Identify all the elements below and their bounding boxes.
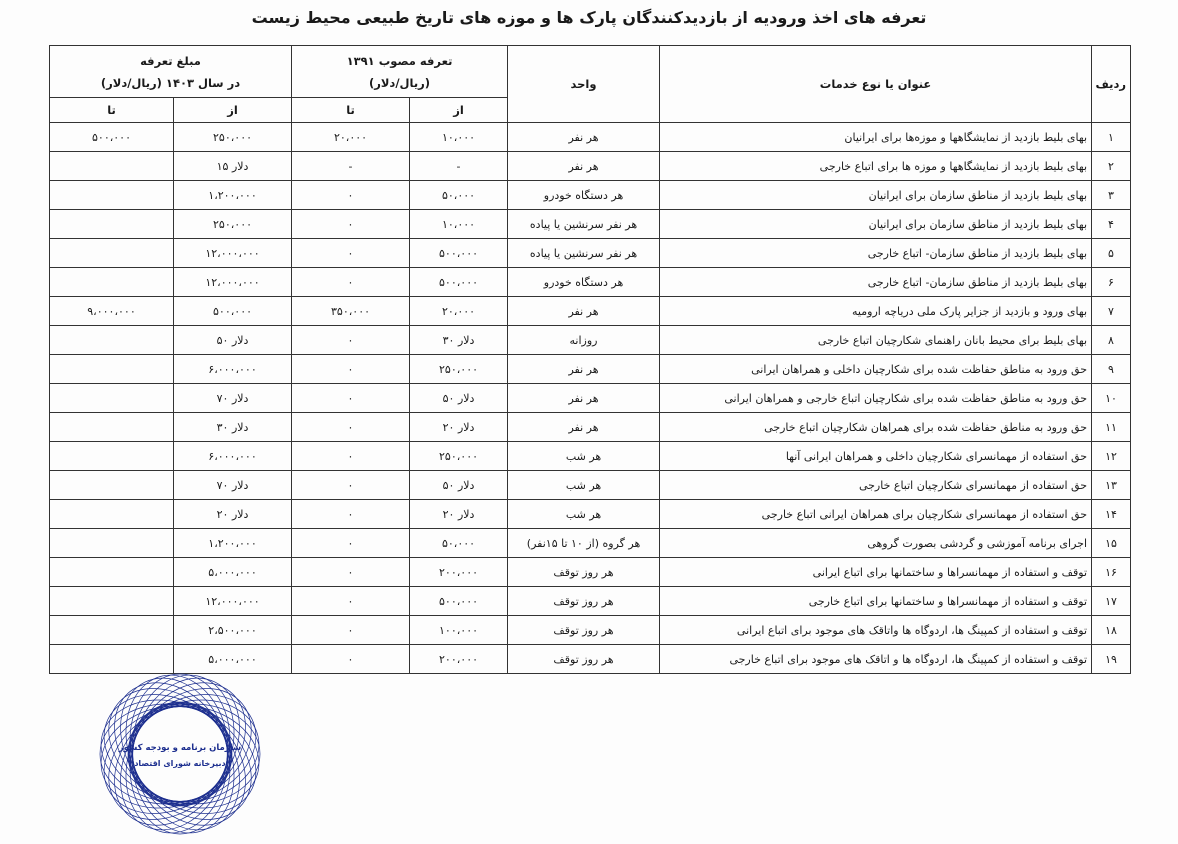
header-from-1403: از — [174, 98, 292, 123]
to-1391-cell: ۰ — [292, 268, 410, 297]
table-row — [50, 152, 1131, 181]
unit-cell: هر شب — [508, 500, 660, 529]
service-title: توقف و استفاده از مهمانسراها و ساختمانها برای اتباع خارجی — [660, 587, 1092, 616]
from-1391-cell: ۲۵۰،۰۰۰ — [410, 442, 508, 471]
unit-cell: هر نفر — [508, 123, 660, 152]
table-row — [50, 268, 1131, 297]
row-number: ۱۶ — [1092, 558, 1131, 587]
row-number: ۱۲ — [1092, 442, 1131, 471]
unit-cell: هر روز توقف — [508, 587, 660, 616]
header-amount-1403 — [50, 46, 292, 98]
service-title: حق استفاده از مهمانسرای شکارچیان داخلی و همراهان ایرانی آنها — [660, 442, 1092, 471]
unit-cell: هر نفر — [508, 355, 660, 384]
to-1403-cell — [50, 587, 174, 616]
table-row — [50, 413, 1131, 442]
seal-text-secretariat: دبیرخانه شورای اقتصاد — [134, 759, 226, 768]
from-1403-cell: ۷۰ دلار — [174, 384, 292, 413]
to-1391-cell: ۰ — [292, 210, 410, 239]
seal-center — [140, 714, 220, 794]
from-1391-cell: ۲۰ دلار — [410, 500, 508, 529]
row-number: ۱۷ — [1092, 587, 1131, 616]
from-1403-cell: ۵،۰۰۰،۰۰۰ — [174, 558, 292, 587]
row-number: ۱ — [1092, 123, 1131, 152]
from-1391-cell: ۱۰،۰۰۰ — [410, 123, 508, 152]
from-1403-cell: ۶،۰۰۰،۰۰۰ — [174, 355, 292, 384]
from-1403-cell: ۲۰ دلار — [174, 500, 292, 529]
from-1391-cell: ۲۰۰،۰۰۰ — [410, 558, 508, 587]
service-title: بهای بلیط برای محیط بانان راهنمای شکارچیان اتباع خارجی — [660, 326, 1092, 355]
row-number: ۱۹ — [1092, 645, 1131, 674]
to-1403-cell — [50, 181, 174, 210]
header-to-1391: تا — [292, 98, 410, 123]
service-title: حق استفاده از مهمانسرای شکارچیان برای همراهان ایرانی اتباع خارجی — [660, 500, 1092, 529]
service-title: حق ورود به مناطق حفاظت شده برای شکارچیان داخلی و همراهان ایرانی — [660, 355, 1092, 384]
to-1391-cell: ۰ — [292, 471, 410, 500]
table-row — [50, 123, 1131, 152]
from-1403-cell: ۲۵۰،۰۰۰ — [174, 123, 292, 152]
from-1391-cell: ۲۰،۰۰۰ — [410, 297, 508, 326]
service-title: بهای ورود و بازدید از جزایر پارک ملی دریاچه ارومیه — [660, 297, 1092, 326]
service-title: بهای بلیط بازدید از مناطق سازمان برای ایرانیان — [660, 181, 1092, 210]
from-1403-cell: ۷۰ دلار — [174, 471, 292, 500]
from-1403-cell: ۱،۲۰۰،۰۰۰ — [174, 181, 292, 210]
to-1403-cell — [50, 152, 174, 181]
unit-cell: هر نفر سرنشین یا پیاده — [508, 210, 660, 239]
header-approved-1391-unit: (ریال/دلار) — [368, 75, 431, 90]
fees-table — [49, 45, 1131, 674]
from-1391-cell: - — [410, 152, 508, 181]
to-1403-cell — [50, 239, 174, 268]
row-number: ۱۳ — [1092, 471, 1131, 500]
row-number: ۱۰ — [1092, 384, 1131, 413]
to-1391-cell: ۰ — [292, 384, 410, 413]
page-title: تعرفه های اخذ ورودیه از بازدیدکنندگان پارک ها و موزه های تاریخ طبیعی محیط زیست — [251, 8, 927, 27]
to-1403-cell — [50, 471, 174, 500]
from-1403-cell: ۱،۲۰۰،۰۰۰ — [174, 529, 292, 558]
table-header-row — [50, 46, 1131, 98]
to-1391-cell: ۰ — [292, 645, 410, 674]
table-row — [50, 210, 1131, 239]
to-1391-cell: ۰ — [292, 587, 410, 616]
service-title: توقف و استفاده از کمپینگ ها، اردوگاه ها واتاقک های موجود برای اتباع ایرانی — [660, 616, 1092, 645]
unit-cell: هر نفر — [508, 297, 660, 326]
to-1403-cell — [50, 210, 174, 239]
unit-cell: هر دستگاه خودرو — [508, 181, 660, 210]
table-row — [50, 181, 1131, 210]
from-1391-cell: ۱۰۰،۰۰۰ — [410, 616, 508, 645]
from-1403-cell: ۲،۵۰۰،۰۰۰ — [174, 616, 292, 645]
table-row — [50, 355, 1131, 384]
from-1403-cell: ۶،۰۰۰،۰۰۰ — [174, 442, 292, 471]
row-number: ۱۱ — [1092, 413, 1131, 442]
header-approved-1391 — [292, 46, 508, 98]
to-1403-cell — [50, 616, 174, 645]
from-1403-cell: ۱۵ دلار — [174, 152, 292, 181]
row-number: ۷ — [1092, 297, 1131, 326]
table-row — [50, 239, 1131, 268]
service-title: بهای بلیط بازدید از مناطق سازمان- اتباع خارجی — [660, 268, 1092, 297]
service-title: بهای بلیط بازدید از نمایشگاهها و موزه‌ها برای ایرانیان — [660, 123, 1092, 152]
service-title: حق استفاده از مهمانسرای شکارچیان اتباع خارجی — [660, 471, 1092, 500]
service-title: حق ورود به مناطق حفاظت شده برای شکارچیان اتباع خارجی و همراهان ایرانی — [660, 384, 1092, 413]
row-number: ۱۸ — [1092, 616, 1131, 645]
from-1403-cell: ۵۰ دلار — [174, 326, 292, 355]
service-title: اجرای برنامه آموزشی و گردشی بصورت گروهی — [660, 529, 1092, 558]
table-row — [50, 326, 1131, 355]
unit-cell: هر روز توقف — [508, 645, 660, 674]
row-number: ۱۴ — [1092, 500, 1131, 529]
unit-cell: هر شب — [508, 471, 660, 500]
to-1391-cell: ۰ — [292, 442, 410, 471]
to-1403-cell: ۹،۰۰۰،۰۰۰ — [50, 297, 174, 326]
table-row — [50, 442, 1131, 471]
row-number: ۳ — [1092, 181, 1131, 210]
table-row — [50, 587, 1131, 616]
from-1391-cell: ۲۰ دلار — [410, 413, 508, 442]
to-1391-cell: ۳۵۰،۰۰۰ — [292, 297, 410, 326]
to-1403-cell — [50, 529, 174, 558]
from-1391-cell: ۵۰۰،۰۰۰ — [410, 587, 508, 616]
seal-text-organization: سازمان برنامه و بودجه کشور — [118, 743, 242, 753]
from-1403-cell: ۱۲،۰۰۰،۰۰۰ — [174, 268, 292, 297]
from-1391-cell: ۵۰،۰۰۰ — [410, 181, 508, 210]
header-amount-1403-title: مبلغ تعرفه — [140, 53, 201, 68]
header-from-1391: از — [410, 98, 508, 123]
unit-cell: هر نفر — [508, 152, 660, 181]
from-1391-cell: ۵۰۰،۰۰۰ — [410, 239, 508, 268]
unit-cell: هر نفر — [508, 384, 660, 413]
table-row — [50, 529, 1131, 558]
to-1403-cell — [50, 442, 174, 471]
unit-cell: هر نفر سرنشین یا پیاده — [508, 239, 660, 268]
to-1403-cell — [50, 413, 174, 442]
unit-cell: روزانه — [508, 326, 660, 355]
to-1391-cell: ۰ — [292, 326, 410, 355]
to-1391-cell: ۰ — [292, 239, 410, 268]
from-1391-cell: ۱۰،۰۰۰ — [410, 210, 508, 239]
from-1403-cell: ۵،۰۰۰،۰۰۰ — [174, 645, 292, 674]
unit-cell: هر دستگاه خودرو — [508, 268, 660, 297]
from-1391-cell: ۲۵۰،۰۰۰ — [410, 355, 508, 384]
header-row-no: ردیف — [1092, 46, 1131, 123]
to-1403-cell — [50, 326, 174, 355]
header-service: عنوان یا نوع خدمات — [660, 46, 1092, 123]
table-row — [50, 297, 1131, 326]
from-1403-cell: ۲۵۰،۰۰۰ — [174, 210, 292, 239]
to-1403-cell — [50, 268, 174, 297]
from-1391-cell: ۲۰۰،۰۰۰ — [410, 645, 508, 674]
to-1403-cell — [50, 558, 174, 587]
unit-cell: هر روز توقف — [508, 616, 660, 645]
table-row — [50, 500, 1131, 529]
service-title: بهای بلیط بازدید از نمایشگاهها و موزه ها برای اتباع خارجی — [660, 152, 1092, 181]
from-1391-cell: ۵۰ دلار — [410, 384, 508, 413]
to-1403-cell — [50, 355, 174, 384]
to-1391-cell: ۰ — [292, 616, 410, 645]
table-body — [50, 123, 1131, 674]
row-number: ۶ — [1092, 268, 1131, 297]
header-to-1403: تا — [50, 98, 174, 123]
table-row — [50, 384, 1131, 413]
from-1403-cell: ۱۲،۰۰۰،۰۰۰ — [174, 587, 292, 616]
from-1403-cell: ۱۲،۰۰۰،۰۰۰ — [174, 239, 292, 268]
row-number: ۱۵ — [1092, 529, 1131, 558]
table-row — [50, 471, 1131, 500]
service-title: توقف و استفاده از مهمانسراها و ساختمانها برای اتباع ایرانی — [660, 558, 1092, 587]
to-1391-cell: ۰ — [292, 529, 410, 558]
table-row — [50, 558, 1131, 587]
to-1403-cell — [50, 384, 174, 413]
unit-cell: هر روز توقف — [508, 558, 660, 587]
row-number: ۹ — [1092, 355, 1131, 384]
to-1391-cell: ۰ — [292, 558, 410, 587]
from-1403-cell: ۳۰ دلار — [174, 413, 292, 442]
unit-cell: هر گروه (از ۱۰ تا ۱۵نفر) — [508, 529, 660, 558]
from-1391-cell: ۵۰،۰۰۰ — [410, 529, 508, 558]
unit-cell: هر نفر — [508, 413, 660, 442]
header-amount-1403-unit: در سال ۱۴۰۳ (ریال/دلار) — [100, 75, 241, 90]
to-1391-cell: - — [292, 152, 410, 181]
header-approved-1391-title: تعرفه مصوب ۱۳۹۱ — [346, 53, 453, 68]
row-number: ۵ — [1092, 239, 1131, 268]
row-number: ۸ — [1092, 326, 1131, 355]
from-1391-cell: ۵۰۰،۰۰۰ — [410, 268, 508, 297]
to-1403-cell: ۵۰۰،۰۰۰ — [50, 123, 174, 152]
row-number: ۴ — [1092, 210, 1131, 239]
service-title: توقف و استفاده از کمپینگ ها، اردوگاه ها و اتاقک های موجود برای اتباع خارجی — [660, 645, 1092, 674]
to-1391-cell: ۰ — [292, 500, 410, 529]
table-row — [50, 616, 1131, 645]
to-1391-cell: ۰ — [292, 413, 410, 442]
from-1403-cell: ۵۰۰،۰۰۰ — [174, 297, 292, 326]
service-title: بهای بلیط بازدید از مناطق سازمان- اتباع خارجی — [660, 239, 1092, 268]
organization-seal — [98, 668, 263, 840]
row-number: ۲ — [1092, 152, 1131, 181]
service-title: حق ورود به مناطق حفاظت شده برای همراهان شکارچیان اتباع خارجی — [660, 413, 1092, 442]
from-1391-cell: ۵۰ دلار — [410, 471, 508, 500]
to-1403-cell — [50, 500, 174, 529]
service-title: بهای بلیط بازدید از مناطق سازمان برای ایرانیان — [660, 210, 1092, 239]
unit-cell: هر شب — [508, 442, 660, 471]
from-1391-cell: ۳۰ دلار — [410, 326, 508, 355]
to-1391-cell: ۲۰،۰۰۰ — [292, 123, 410, 152]
to-1391-cell: ۰ — [292, 355, 410, 384]
to-1391-cell: ۰ — [292, 181, 410, 210]
header-unit: واحد — [508, 46, 660, 123]
